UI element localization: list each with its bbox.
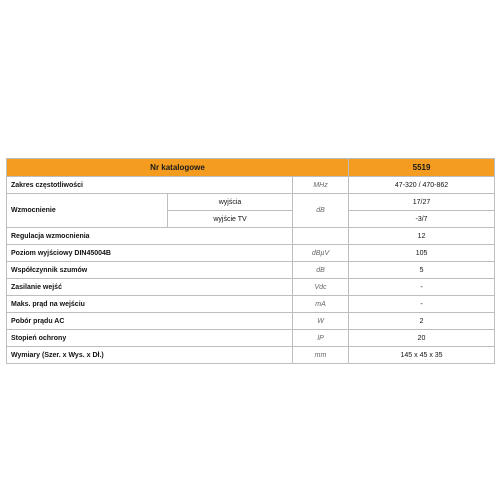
row-label: Maks. prąd na wejściu xyxy=(7,296,293,313)
row-unit xyxy=(293,228,349,245)
row-label: Stopień ochrony xyxy=(7,330,293,347)
table-row xyxy=(7,279,495,296)
spec-table xyxy=(6,158,495,364)
row-unit: mA xyxy=(293,296,349,313)
row-unit: dBµV xyxy=(293,245,349,262)
row-label: Wzmocnienie xyxy=(7,194,168,228)
row-value: - xyxy=(349,279,495,296)
table-row xyxy=(7,313,495,330)
row-unit: W xyxy=(293,313,349,330)
table-row xyxy=(7,245,495,262)
row-unit: mm xyxy=(293,347,349,364)
row-sublabel: wyjścia xyxy=(168,194,293,211)
row-label: Zasilanie wejść xyxy=(7,279,293,296)
row-sublabel: wyjście TV xyxy=(168,211,293,228)
table-row xyxy=(7,228,495,245)
row-label: Zakres częstotliwości xyxy=(7,177,293,194)
row-label: Regulacja wzmocnienia xyxy=(7,228,293,245)
row-label: Poziom wyjściowy DIN45004B xyxy=(7,245,293,262)
row-unit: MHz xyxy=(293,177,349,194)
row-value: 47-320 / 470-862 xyxy=(349,177,495,194)
row-label: Współczynnik szumów xyxy=(7,262,293,279)
row-label: Pobór prądu AC xyxy=(7,313,293,330)
row-value: 145 x 45 x 35 xyxy=(349,347,495,364)
row-value: -3/7 xyxy=(349,211,495,228)
row-value: 20 xyxy=(349,330,495,347)
row-value: 5 xyxy=(349,262,495,279)
header-model-number: 5519 xyxy=(349,159,495,177)
row-unit: IP xyxy=(293,330,349,347)
row-unit: dB xyxy=(293,194,349,228)
table-row xyxy=(7,296,495,313)
row-value: 12 xyxy=(349,228,495,245)
table-header-row xyxy=(7,159,495,177)
row-value: 105 xyxy=(349,245,495,262)
table-row xyxy=(7,330,495,347)
row-value: 2 xyxy=(349,313,495,330)
row-value: - xyxy=(349,296,495,313)
row-label: Wymiary (Szer. x Wys. x Dł.) xyxy=(7,347,293,364)
table-row xyxy=(7,347,495,364)
header-catalog-number: Nr katalogowe xyxy=(7,159,349,177)
table-row xyxy=(7,262,495,279)
row-unit: dB xyxy=(293,262,349,279)
table-row xyxy=(7,194,495,211)
row-unit: Vdc xyxy=(293,279,349,296)
table-row xyxy=(7,177,495,194)
row-value: 17/27 xyxy=(349,194,495,211)
